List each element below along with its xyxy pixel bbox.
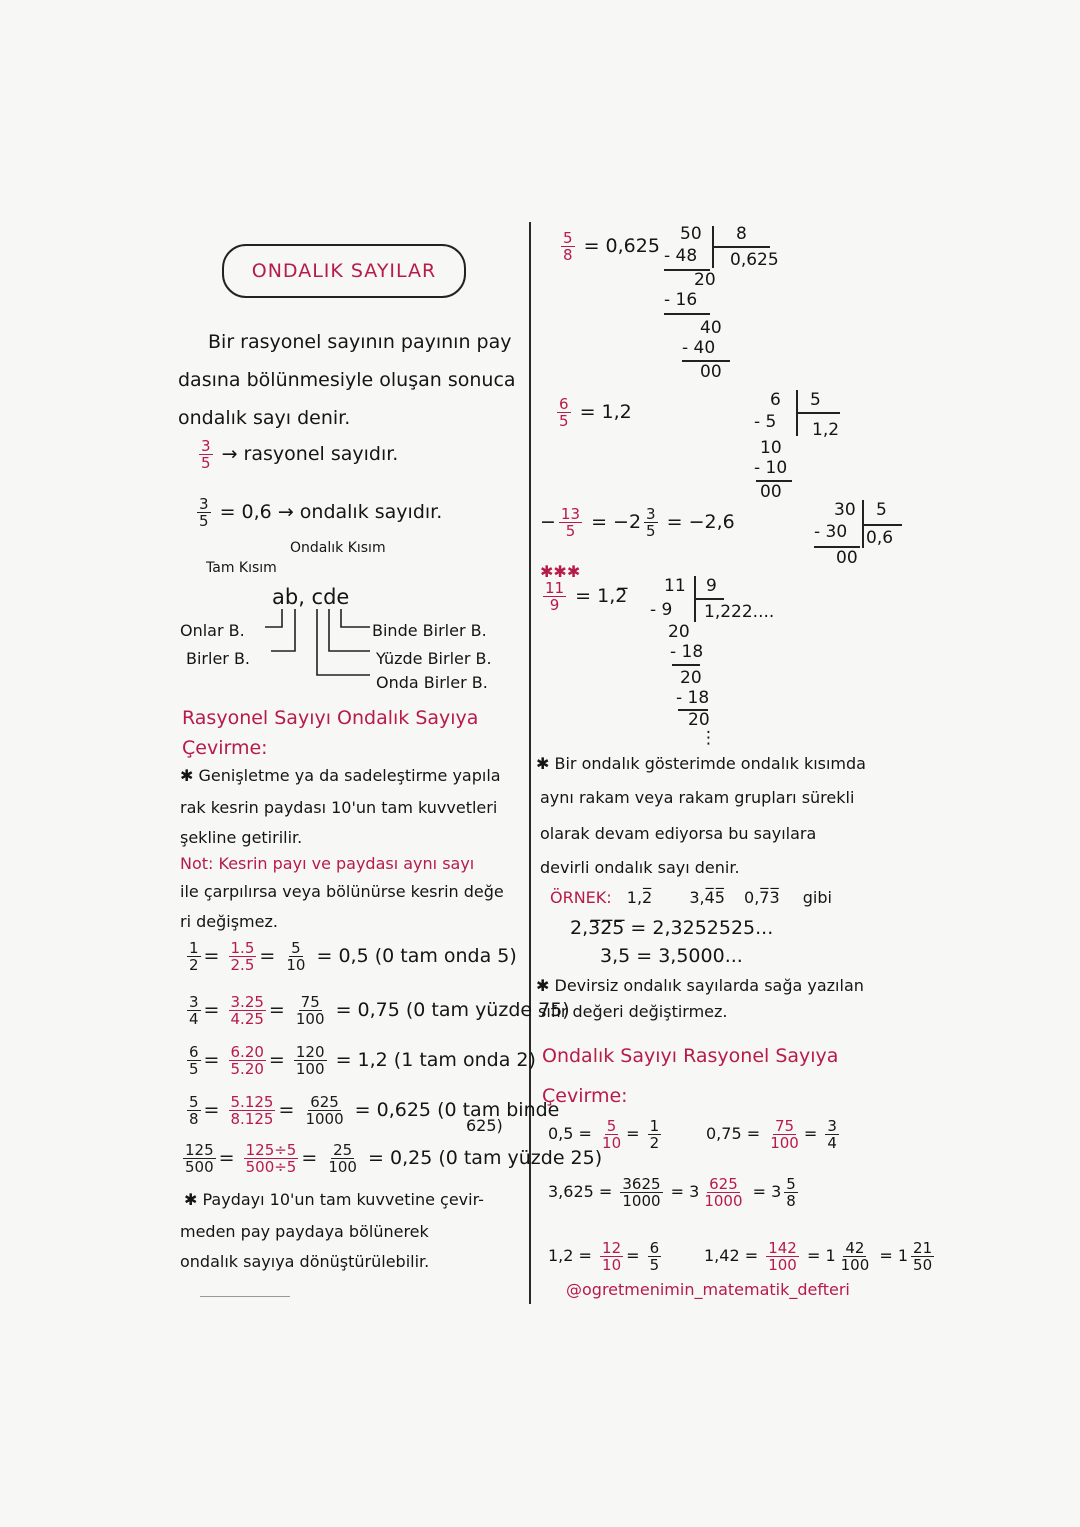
long-division-3: 30 5 0,6 - 30 00 [810,500,910,570]
fraction: $\frac{3}{5}$ [199,495,209,530]
def-line-1: ✱ Bir ondalık gösterimde ondalık kısımda [536,754,866,773]
conversion-4: 1,2 = $\frac{12}{10}$ = $\frac{6}{5}$ [548,1239,660,1274]
example-decimal [194,496,442,529]
division-example-2: $\frac{6}{5}$ = 1,2 [559,395,632,430]
division-example-4: $\frac{11}{9}$ = 1,2̅ [545,579,628,614]
long-division-2: 6 5 1,2 - 5 10 - 10 00 [754,390,840,502]
label-onlar: Onlar B. [180,621,245,640]
equation-4: $\frac{5}{8}$ = $\frac{5.125}{8.125}$ = $\frac{625}{1000}$ = 0,625 (0 tam binde [189,1093,560,1128]
devirsiz-line-1: ✱ Devirsiz ondalık sayılarda sağa yazılan [536,976,864,995]
label-birler: Birler B. [186,649,251,668]
label-onda: Onda Birler B. [376,673,488,692]
example-repeating-expansion: 2,3̅2̅5̅ = 2,3252525... [570,917,774,939]
division-example-1: $\frac{5}{8}$ = 0,625 [563,229,660,264]
def-line-4: devirli ondalık sayı denir. [540,858,740,877]
section-title-left: Rasyonel Sayıyı Ondalık Sayıya [182,707,479,729]
example-rational [196,438,398,471]
equation-2: $\frac{3}{4}$ = $\frac{3.25}{4.25}$ = $\frac{75}{100}$ = 0,75 (0 tam yüzde 75) [189,993,570,1028]
example-terminating-expansion: 3,5 = 3,5000... [600,945,743,967]
equation-1: $\frac{1}{2}$ = $\frac{1.5}{2.5}$ = $\frac{5}{10}$ = 0,5 (0 tam onda 5) [189,939,517,974]
intro-line-2: dasına bölünmesiyle oluşan sonuca [178,369,516,391]
equation-3: $\frac{6}{5}$ = $\frac{6.20}{5.20}$ = $\frac{120}{100}$ = 1,2 (1 tam onda 2) [189,1043,536,1078]
example-rational-text: → rasyonel sayıdır. [221,443,399,465]
intro-line-1: Bir rasyonel sayının payının pay [208,331,512,353]
long-division-1: 50 8 0,625 - 48 20 - 16 40 - 40 00 [664,224,779,382]
note-line-1: Not: Kesrin payı ve paydası aynı sayı [180,854,475,873]
tip-line-3: ondalık sayıya dönüştürülebilir. [180,1252,430,1271]
example-decimal-value: = 0,6 [219,501,272,523]
rule-line-2: rak kesrin paydası 10'un tam kuvvetleri [180,798,498,817]
page-title: ONDALIK SAYILAR [251,260,437,282]
triple-star-mark: ✱✱✱ [540,562,581,581]
equation-5: $\frac{125}{500}$ = $\frac{125\div 5}{500\div 5}$ = $\frac{25}{100}$ = 0,25 (0 tam yüzde 25) [185,1141,603,1176]
def-line-3: olarak devam ediyorsa bu sayılara [540,824,817,843]
def-line-2: aynı rakam veya rakam grupları sürekli [540,788,855,807]
place-value-arrows [245,605,380,685]
note-line-2: ile çarpılırsa veya bölünürse kesrin değe [180,882,504,901]
label-ondalik-kisim: Ondalık Kısım [290,540,386,556]
place-value-digits: ab, cde [272,585,350,609]
example-row: ÖRNEK: 1,2̅ 3,4̅5̅ 0,7̅3̅ gibi [550,888,832,907]
pencil-stroke [200,1296,290,1297]
long-division-4: 11 9 1,222.... - 9 20 - 18 20 - 18 20 ⋮ [650,576,775,748]
division-example-3: − $\frac{13}{5}$ = −2 $\frac{3}{5}$ = −2,6 [540,505,735,540]
note-line-3: ri değişmez. [180,912,278,931]
label-tam-kisim: Tam Kısım [206,560,277,576]
label-yuzde: Yüzde Birler B. [376,649,492,668]
conversion-1: 0,5 = $\frac{5}{10}$ = $\frac{1}{2}$ [548,1117,660,1152]
author-handle: @ogretmenimin_matematik_defteri [566,1280,850,1299]
page-title-frame [222,244,466,298]
conversion-3: 3,625 = $\frac{3625}{1000}$ = 3 $\frac{625}{1000}$ = 3 $\frac{5}{8}$ [548,1175,796,1210]
rule-line-3: şekline getirilir. [180,828,303,847]
section-title-left-2: Çevirme: [182,737,268,759]
section-title-right: Ondalık Sayıyı Rasyonel Sayıya [542,1045,839,1067]
devirsiz-line-2: sıfır değeri değiştirmez. [538,1002,728,1021]
tip-line-2: meden pay paydaya bölünerek [180,1222,429,1241]
label-binde: Binde Birler B. [372,621,487,640]
equation-4-tail: 625) [466,1116,503,1135]
ornek-label: ÖRNEK: [550,888,612,907]
fraction: $\frac{3}{5}$ [201,437,211,472]
conversion-2: 0,75 = $\frac{75}{100}$ = $\frac{3}{4}$ [706,1117,837,1152]
conversion-5: 1,42 = $\frac{142}{100}$ = 1 $\frac{42}{100}$ = 1 $\frac{21}{50}$ [704,1239,933,1274]
tip-line-1: ✱ Paydayı 10'un tam kuvvetine çevir- [184,1190,484,1209]
rule-line-1: ✱ Genişletme ya da sadeleştirme yapıla [180,766,501,785]
example-decimal-text: → ondalık sayıdır. [277,501,443,523]
intro-line-3: ondalık sayı denir. [178,407,351,429]
section-title-right-2: Çevirme: [542,1085,628,1107]
